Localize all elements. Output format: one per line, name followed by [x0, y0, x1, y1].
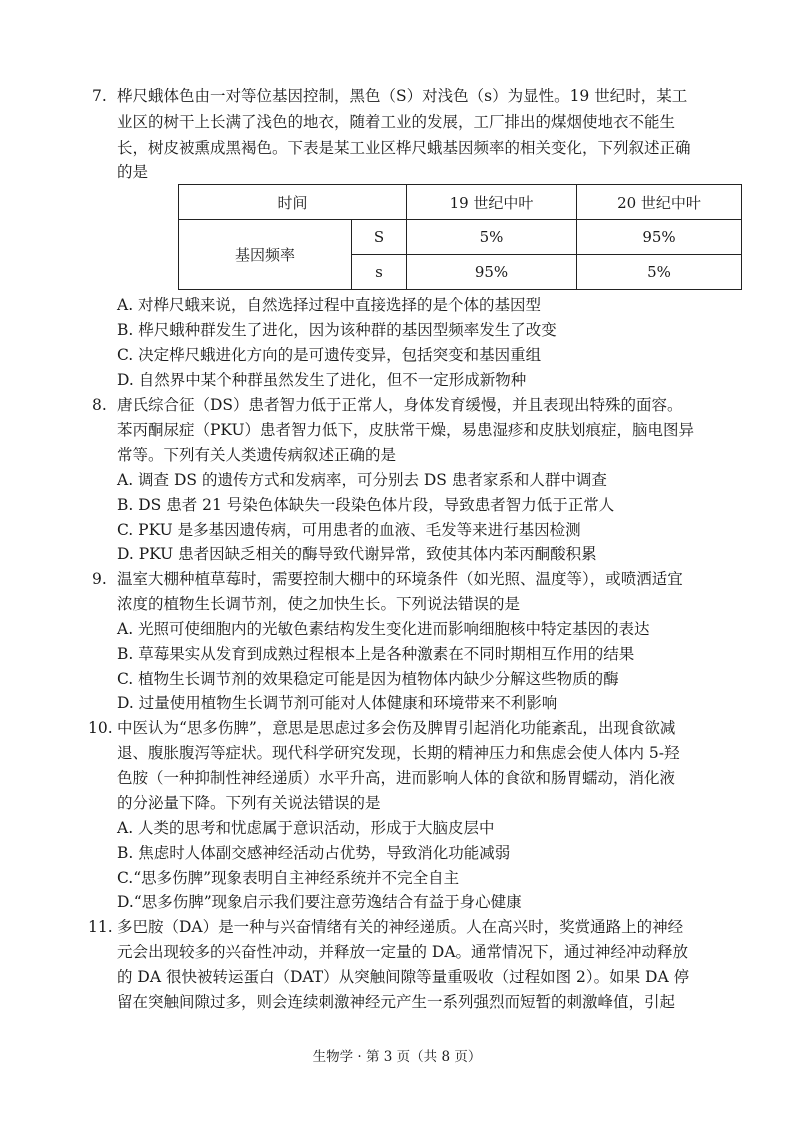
question-number: 7. — [92, 87, 107, 105]
option-a: A. 人类的思考和忧虑属于意识活动，形成于大脑皮层中 — [117, 819, 495, 837]
option-b: B. 焦虑时人体副交感神经活动占优势，导致消化功能减弱 — [117, 844, 511, 862]
question-text-line: 的分泌量下降。下列有关说法错误的是 — [117, 794, 381, 812]
option-a: A. 调查 DS 的遗传方式和发病率，可分别去 DS 患者家系和人群中调查 — [117, 471, 607, 489]
question-text-line: 苯丙酮尿症（PKU）患者智力低下，皮肤常干燥，易患湿疹和皮肤划痕症，脑电图异 — [117, 421, 695, 439]
table-header-cell: 时间 — [179, 185, 407, 220]
question-number: 9. — [92, 570, 107, 588]
table-header-cell: 19 世纪中叶 — [407, 185, 577, 220]
option-c: C.“思多伤脾”现象表明自主神经系统并不完全自主 — [117, 869, 460, 887]
gene-frequency-table — [178, 184, 742, 290]
option-d: D. 自然界中某个种群虽然发生了进化，但不一定形成新物种 — [117, 371, 527, 389]
table-header-cell: 20 世纪中叶 — [577, 185, 742, 220]
table-row — [179, 220, 742, 255]
question-text-line: 常等。下列有关人类遗传病叙述正确的是 — [117, 446, 397, 464]
question-text-line: 留在突触间隙过多，则会连续刺激神经元产生一系列强烈而短暂的刺激峰值，引起 — [117, 993, 676, 1011]
option-b: B. DS 患者 21 号染色体缺失一段染色体片段，导致患者智力低于正常人 — [117, 496, 615, 514]
question-text-line: 唐氏综合征（DS）患者智力低于正常人，身体发育缓慢，并且表现出特殊的面容。 — [117, 396, 683, 414]
option-b: B. 草莓果实从发育到成熟过程根本上是各种激素在不同时期相互作用的结果 — [117, 645, 635, 663]
option-a: A. 光照可使细胞内的光敏色素结构发生变化进而影响细胞核中特定基因的表达 — [117, 620, 650, 638]
option-c: C. 植物生长调节剂的效果稳定可能是因为植物体内缺少分解这些物质的酶 — [117, 670, 619, 688]
question-text-line: 业区的树干上长满了浅色的地衣，随着工业的发展，工厂排出的煤烟使地衣不能生 — [117, 113, 676, 131]
page-footer: 生物学 · 第 3 页（共 8 页） — [312, 1049, 482, 1065]
question-text-line: 长，树皮被熏成黑褐色。下表是某工业区桦尺蛾基因频率的相关变化，下列叙述正确 — [117, 139, 691, 157]
table-cell: 5% — [577, 255, 742, 290]
question-text-line: 多巴胺（DA）是一种与兴奋情绪有关的神经递质。人在高兴时，奖赏通路上的神经 — [117, 918, 684, 936]
question-text-line: 的是 — [117, 163, 149, 181]
option-d: D. PKU 患者因缺乏相关的酶导致代谢异常，致使其体内苯丙酮酸积累 — [117, 545, 597, 563]
question-text-line: 中医认为“思多伤脾”，意思是思虑过多会伤及脾胃引起消化功能紊乱，出现食欲减 — [117, 719, 676, 737]
question-number: 11. — [88, 918, 113, 936]
option-c: C. 决定桦尺蛾进化方向的是可遗传变异，包括突变和基因重组 — [117, 346, 542, 364]
option-a: A. 对桦尺蛾来说，自然选择过程中直接选择的是个体的基因型 — [117, 296, 542, 314]
table-cell: 5% — [407, 220, 577, 255]
question-text-line: 的 DA 很快被转运蛋白（DAT）从突触间隙等量重吸收（过程如图 2）。如果 DA 停 — [117, 968, 690, 986]
question-text-line: 浓度的植物生长调节剂，使之加快生长。下列说法错误的是 — [117, 595, 521, 613]
option-c: C. PKU 是多基因遗传病，可用患者的血液、毛发等来进行基因检测 — [117, 521, 581, 539]
question-text-line: 桦尺蛾体色由一对等位基因控制，黑色（S）对浅色（s）为显性。19 世纪时，某工 — [117, 87, 688, 105]
table-header-row — [179, 185, 742, 220]
question-text-line: 退、腹胀腹泻等症状。现代科学研究发现，长期的精神压力和焦虑会使人体内 5-羟 — [117, 744, 680, 762]
table-cell: 95% — [577, 220, 742, 255]
question-number: 8. — [92, 396, 107, 414]
table-cell: s — [352, 255, 407, 290]
table-cell: 95% — [407, 255, 577, 290]
question-text-line: 元会出现较多的兴奋性冲动，并释放一定量的 DA。通常情况下，通过神经冲动释放 — [117, 943, 689, 961]
question-text-line: 温室大棚种植草莓时，需要控制大棚中的环境条件（如光照、温度等），或喷洒适宜 — [117, 570, 683, 588]
table-cell: S — [352, 220, 407, 255]
option-d: D.“思多伤脾”现象启示我们要注意劳逸结合有益于身心健康 — [117, 893, 522, 911]
table-row-label: 基因频率 — [179, 220, 352, 290]
option-d: D. 过量使用植物生长调节剂可能对人体健康和环境带来不利影响 — [117, 694, 558, 712]
question-text-line: 色胺（一种抑制性神经递质）水平升高，进而影响人体的食欲和肠胃蠕动，消化液 — [117, 769, 676, 787]
question-number: 10. — [88, 719, 113, 737]
option-b: B. 桦尺蛾种群发生了进化，因为该种群的基因型频率发生了改变 — [117, 321, 557, 339]
